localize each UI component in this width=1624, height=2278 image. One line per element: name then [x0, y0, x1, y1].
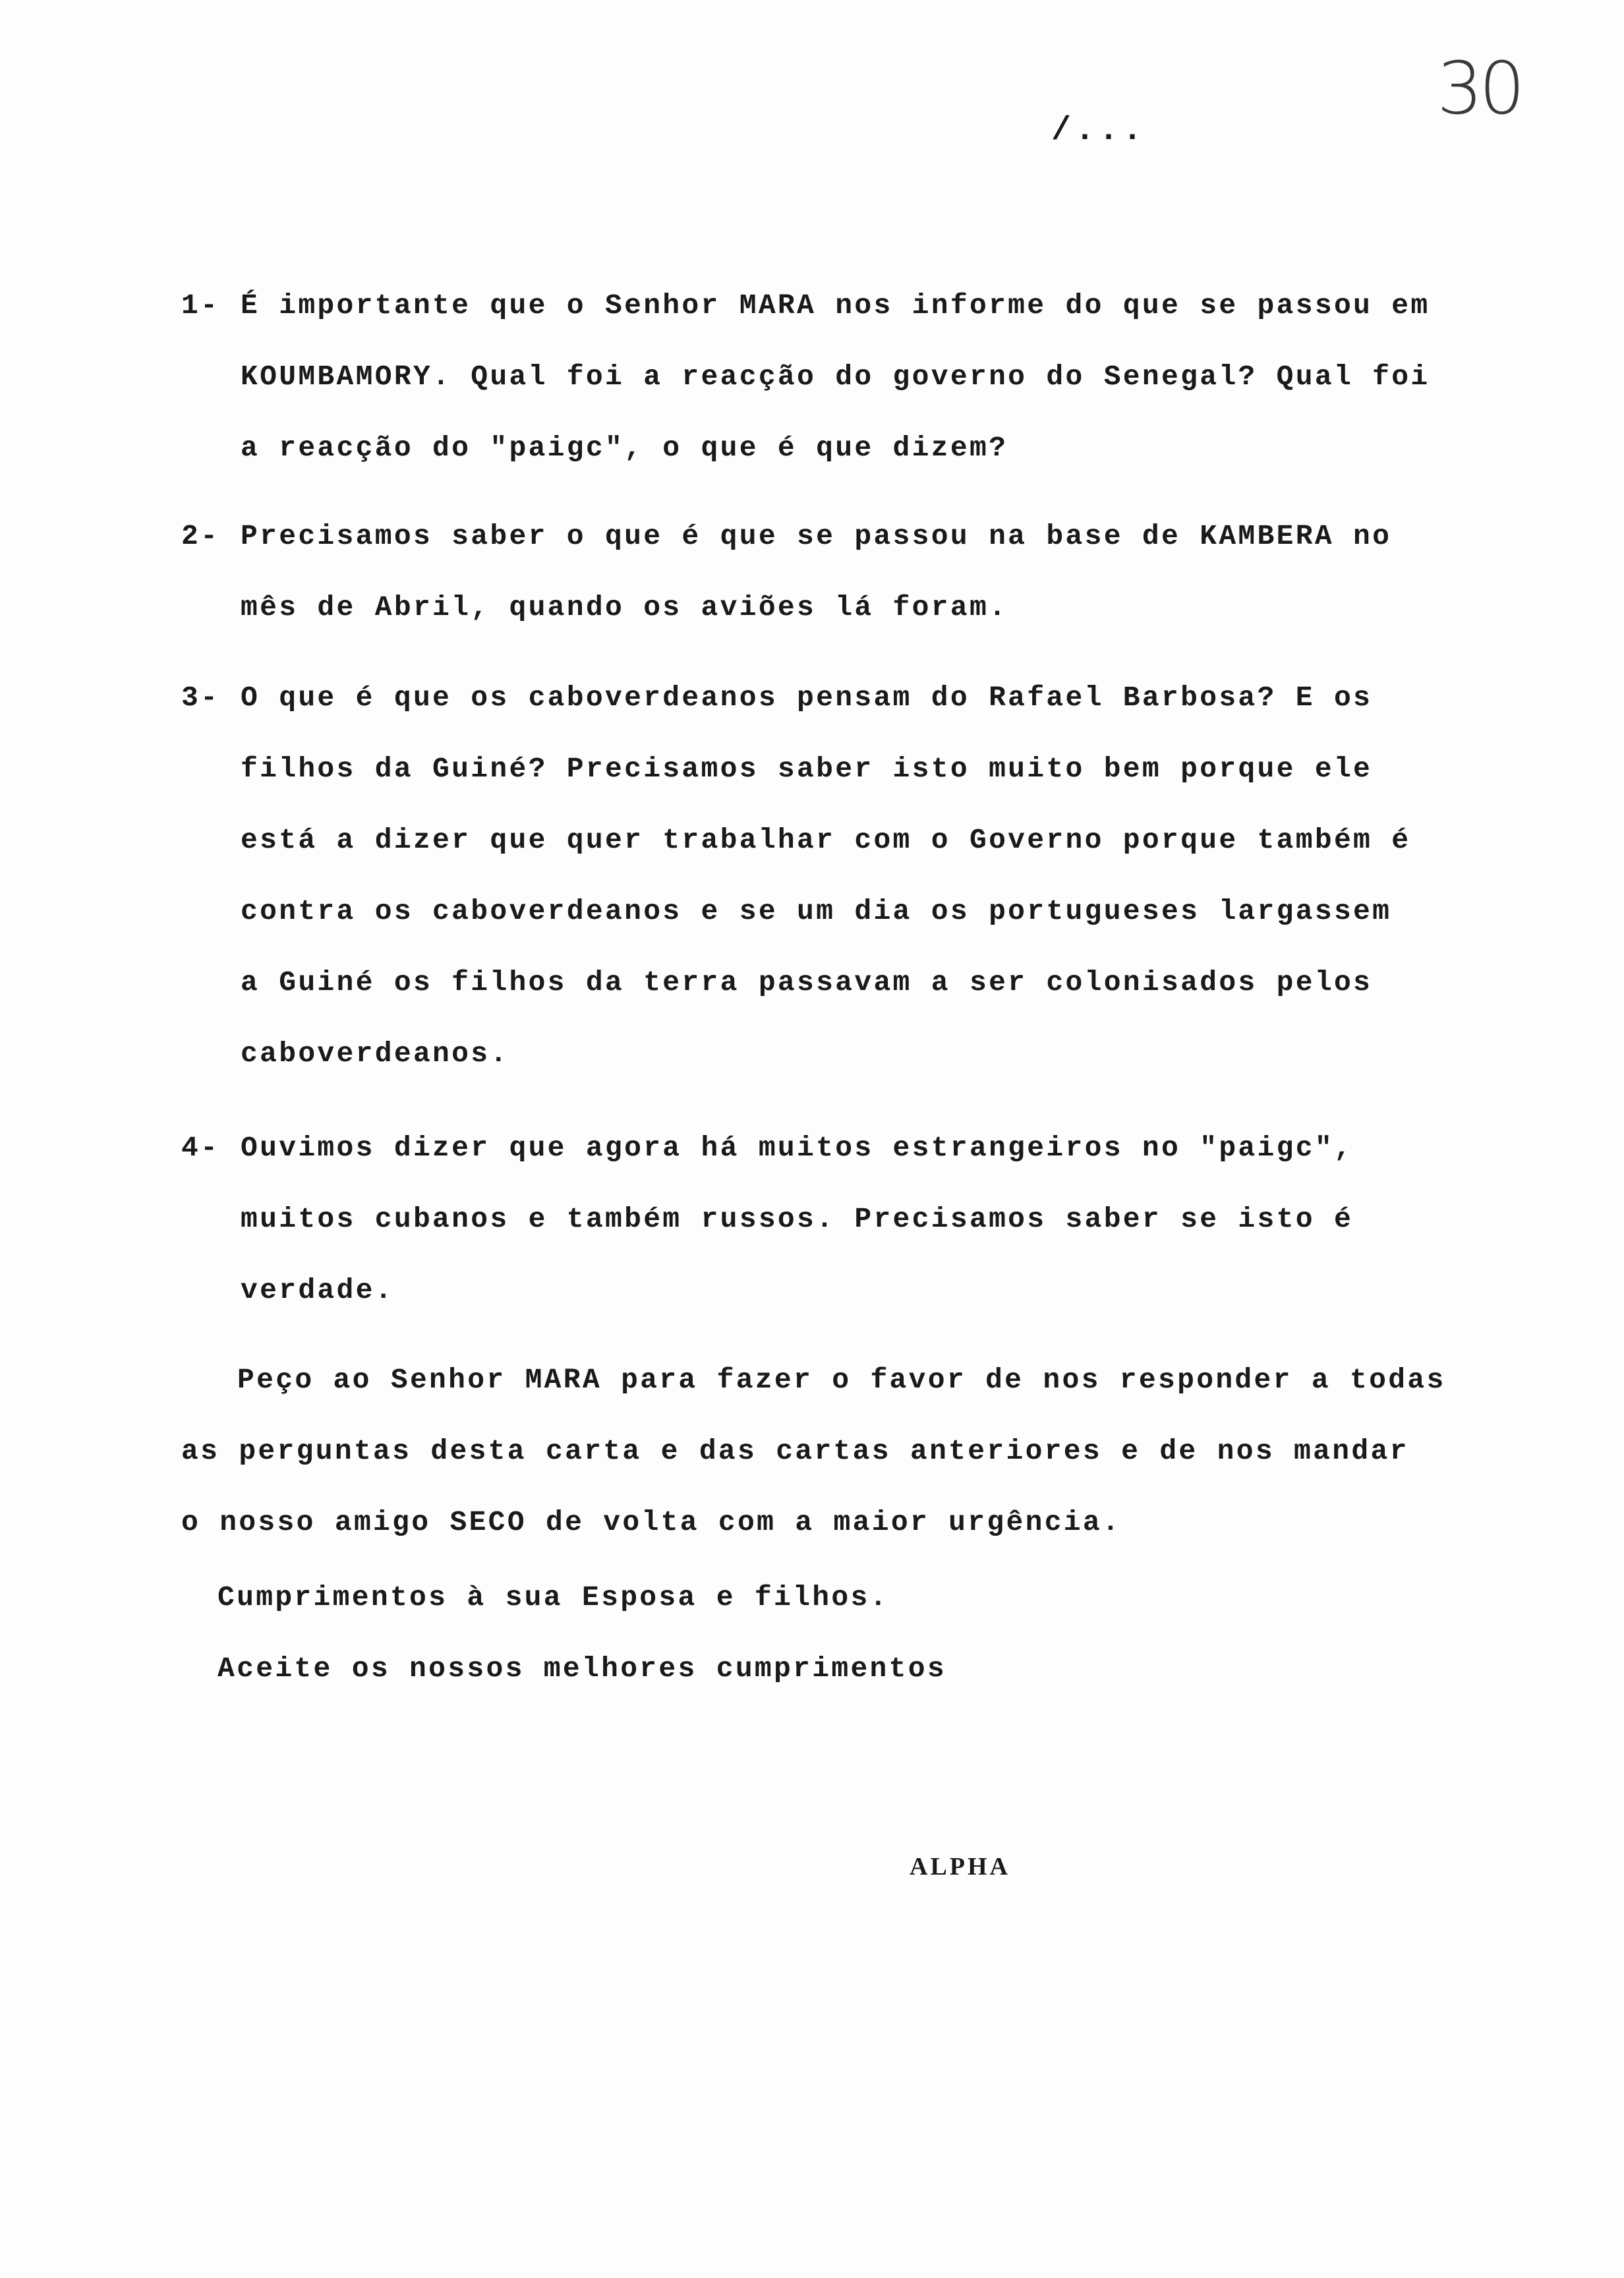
text-line: verdade.	[241, 1274, 394, 1306]
text-line: está a dizer que quer trabalhar com o Governo porque também é	[241, 824, 1411, 856]
text-line: Peço ao Senhor MARA para fazer o favor de nos responder a todas	[237, 1364, 1446, 1396]
question-body	[241, 501, 1391, 643]
question-body	[241, 1113, 1353, 1326]
question-body	[241, 270, 1430, 484]
text-line: as perguntas desta carta e das cartas anteriores e de nos mandar	[181, 1435, 1409, 1467]
text-line: caboverdeanos.	[241, 1037, 509, 1070]
question-body	[241, 662, 1410, 1090]
text-line: a Guiné os filhos da terra passavam a ser colonisados pelos	[241, 966, 1373, 999]
text-line: KOUMBAMORY. Qual foi a reacção do governo do Senegal? Qual foi	[241, 361, 1430, 393]
page-number: 30	[1437, 46, 1521, 131]
question-number: 4-	[181, 1132, 220, 1164]
text-line: É importante que o Senhor MARA nos informe do que se passou em	[241, 289, 1430, 322]
text-line: mês de Abril, quando os aviões lá foram.	[241, 591, 1008, 624]
text-line: O que é que os caboverdeanos pensam do Rafael Barbosa? E os	[241, 682, 1373, 714]
text-line: filhos da Guiné? Precisamos saber isto muito bem porque ele	[241, 753, 1373, 785]
text-line: a reacção do "paigc", o que é que dizem?	[241, 432, 1008, 464]
question-number: 1-	[181, 289, 220, 322]
continuation-mark: /...	[1051, 112, 1147, 150]
regards-line: Aceite os nossos melhores cumprimentos	[218, 1652, 946, 1685]
closing-paragraph	[181, 1345, 1446, 1558]
text-line: Ouvimos dizer que agora há muitos estrangeiros no "paigc",	[241, 1132, 1354, 1164]
question-number: 2-	[181, 520, 220, 552]
question-number: 3-	[181, 682, 220, 714]
text-line: Precisamos saber o que é que se passou na base de KAMBERA no	[241, 520, 1392, 552]
regards-line: Cumprimentos à sua Esposa e filhos.	[218, 1581, 889, 1614]
text-line: muitos cubanos e também russos. Precisamos saber se isto é	[241, 1203, 1354, 1235]
signature: ALPHA	[910, 1853, 1010, 1881]
text-line: o nosso amigo SECO de volta com a maior urgência.	[181, 1506, 1122, 1538]
regards-block	[218, 1562, 946, 1705]
text-line: contra os caboverdeanos e se um dia os portugueses largassem	[241, 895, 1392, 927]
